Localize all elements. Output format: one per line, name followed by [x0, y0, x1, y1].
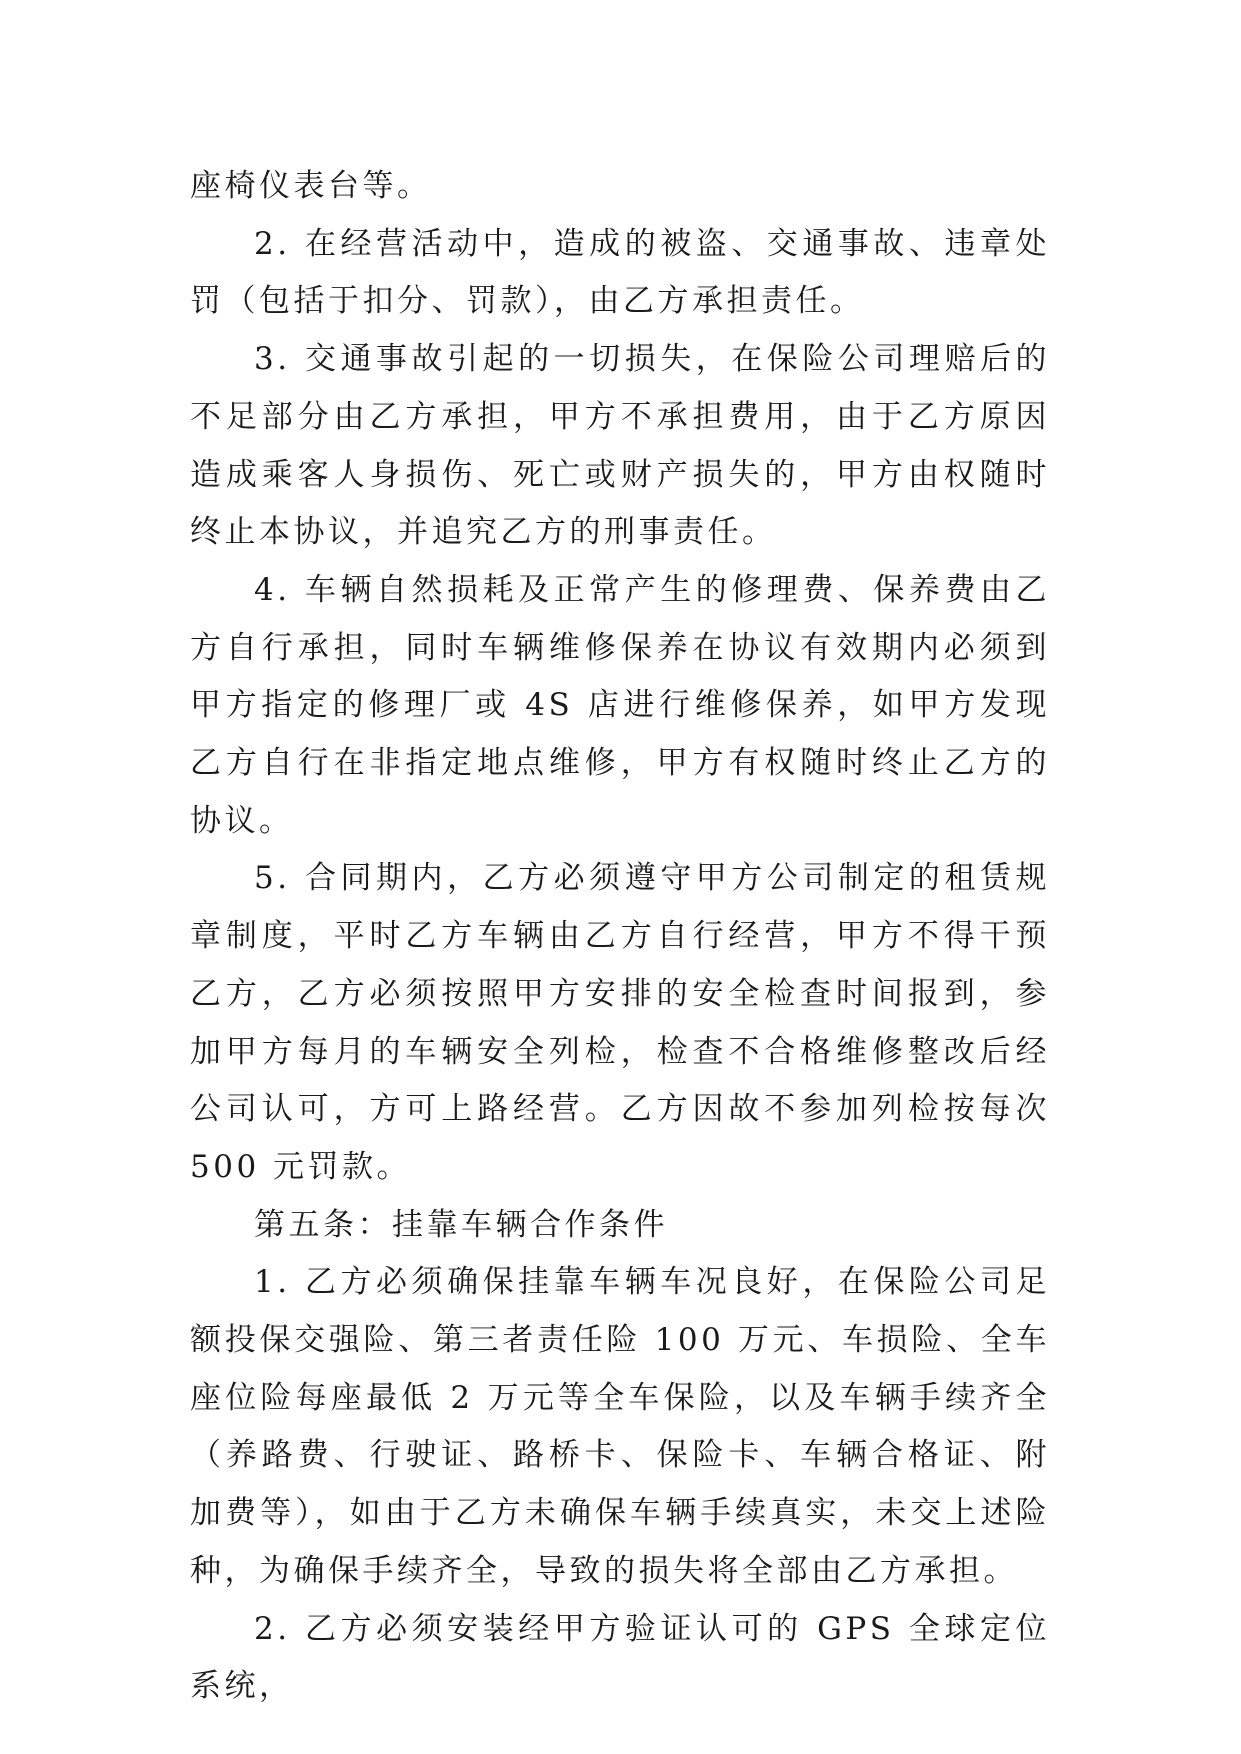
document-body: [190, 158, 1050, 1716]
clause-item-3: 3. 交通事故引起的一切损失，在保险公司理赔后的不足部分由乙方承担，甲方不承担费用，由于乙方原因造成乘客人身损伤、死亡或财产损失的，甲方由权随时终止本协议，并追究乙方的刑事责任。: [190, 341, 1050, 551]
clause-item-1: 1. 乙方必须确保挂靠车辆车况良好，在保险公司足额投保交强险、第三者责任险 100 万元、车损险、全车座位险每座最低 2 万元等全车保险，以及车辆手续齐全（养路费、行驶证、路桥卡、保险卡、车辆合格证、附加费等），如由于乙方未确保车辆手续真实，未交上述险种，为确保手续齐全，导致的损失将全部由乙方承担。: [190, 1264, 1050, 1589]
clause-item-2: 2. 在经营活动中，造成的被盗、交通事故、违章处罚（包括于扣分、罚款），由乙方承担责任。: [190, 225, 1050, 320]
section-heading-article-5: 第五条：挂靠车辆合作条件: [254, 1206, 668, 1243]
clause-item-2-gps: 2. 乙方必须安装经甲方验证认可的 GPS 全球定位系统，: [190, 1610, 1050, 1705]
paragraph-continuation: 座椅仪表台等。: [190, 168, 432, 204]
clause-item-5: 5. 合同期内，乙方必须遵守甲方公司制定的租赁规章制度，平时乙方车辆由乙方自行经营，甲方不得干预乙方，乙方必须按照甲方安排的安全检查时间报到，参加甲方每月的车辆安全列检，检查不合格维修整改后经公司认可，方可上路经营。乙方因故不参加列检按每次 500 元罚款。: [190, 860, 1050, 1185]
clause-item-4: 4. 车辆自然损耗及正常产生的修理费、保养费由乙方自行承担，同时车辆维修保养在协议有效期内必须到甲方指定的修理厂或 4S 店进行维修保养，如甲方发现乙方自行在非指定地点维修，甲方有权随时终止乙方的协议。: [190, 571, 1050, 839]
